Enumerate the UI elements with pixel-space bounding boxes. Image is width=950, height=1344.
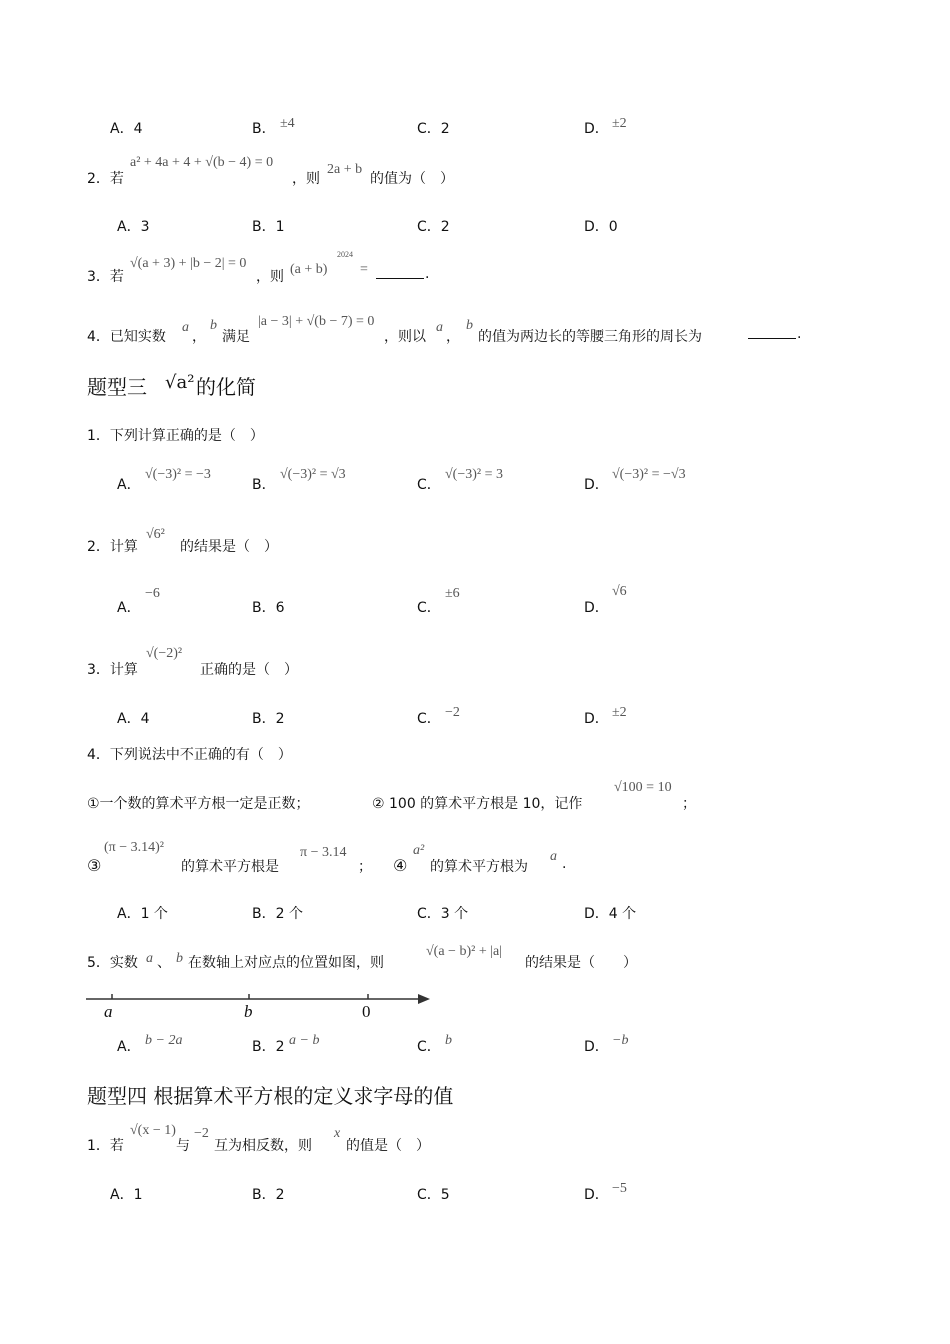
q3-exponent: 2024 xyxy=(337,250,353,259)
section3-heading: 题型三 xyxy=(87,375,147,399)
option-a: A．4 xyxy=(110,121,143,137)
q3-tail: . xyxy=(425,266,430,282)
q2-mid: ，则 xyxy=(292,171,320,187)
s3q1-text: 1．下列计算正确的是（ ） xyxy=(87,428,264,444)
q2-tail: 的值为（ ） xyxy=(370,171,454,187)
option-d: D． xyxy=(584,121,609,137)
s3q5-option-a-math: b − 2a xyxy=(145,1033,183,1048)
s4q1-option-d: D． xyxy=(584,1187,609,1203)
section3-heading-math: √a² xyxy=(165,372,195,393)
s3q4-statement-4-math: a² xyxy=(413,843,425,858)
q3-expr: (a + b) xyxy=(290,262,328,277)
q4-var-a: a xyxy=(182,320,189,335)
s3q4-option-a: A．1 个 xyxy=(117,906,168,922)
s4q1-mid2: 互为相反数，则 xyxy=(214,1138,312,1154)
q2-option-c: C．2 xyxy=(417,219,450,235)
q3-answer-blank[interactable] xyxy=(376,266,424,279)
s3q5-option-a: A． xyxy=(117,1039,141,1055)
section4-heading: 题型四 根据算术平方根的定义求字母的值 xyxy=(87,1084,454,1108)
s3q3-option-a: A．4 xyxy=(117,711,150,727)
s3q5-tail: 的结果是（ ） xyxy=(525,955,637,971)
s3q5-text: 5．实数 xyxy=(87,955,138,971)
number-line-arrow-icon xyxy=(418,994,430,1004)
s3q4-option-b: B．2 个 xyxy=(252,906,303,922)
s3q5-option-b: B．2 xyxy=(252,1039,285,1055)
s3q2-option-c-math: ±6 xyxy=(445,586,460,601)
s3q2-option-b: B．6 xyxy=(252,600,285,616)
s3q5-var-b: b xyxy=(176,951,183,966)
s3q4-statement-3-mid: 的算术平方根是 xyxy=(181,859,279,875)
s3q4-statement-4-mid: 的算术平方根为 xyxy=(430,859,528,875)
s3q1-option-a-math: √(−3)² = −3 xyxy=(145,467,211,482)
s4q1-mid: 与 xyxy=(176,1138,190,1154)
s3q5-var-a: a xyxy=(146,951,153,966)
s3q2-option-c: C． xyxy=(417,600,441,616)
q2-number: 2．若 xyxy=(87,171,124,187)
s3q2-option-a-math: −6 xyxy=(145,586,160,601)
s3q3-option-d-math: ±2 xyxy=(612,705,627,720)
s3q2-option-d: D． xyxy=(584,600,609,616)
axis-label-a: a xyxy=(104,1002,113,1021)
q4-tail: . xyxy=(797,326,802,342)
s4q1-option-d-math: −5 xyxy=(612,1181,627,1196)
s3q3-tail: 正确的是（ ） xyxy=(200,662,298,678)
s4q1-option-c: C．5 xyxy=(417,1187,450,1203)
q4-separator-2: ， xyxy=(446,329,460,345)
axis-label-0: 0 xyxy=(362,1002,371,1021)
s4q1-expr2: −2 xyxy=(194,1126,209,1141)
option-b-math: ±4 xyxy=(280,116,295,131)
s3q4-statement-4-tail: . xyxy=(562,856,567,872)
s4q1-option-b: B．2 xyxy=(252,1187,285,1203)
s3q4-option-d: D．4 个 xyxy=(584,906,637,922)
s3q3-option-c: C． xyxy=(417,711,441,727)
s3q4-statement-4-math2: a xyxy=(550,849,557,864)
s3q1-option-b-math: √(−3)² = √3 xyxy=(280,467,346,482)
s4q1-number: 1．若 xyxy=(87,1138,124,1154)
axis-label-b: b xyxy=(244,1002,253,1021)
q3-equation: √(a + 3) + |b − 2| = 0 xyxy=(130,256,247,271)
q4-var-b: b xyxy=(210,318,217,333)
s3q2-tail: 的结果是（ ） xyxy=(180,539,278,555)
s3q4-statement-1: ①一个数的算术平方根一定是正数； xyxy=(87,796,310,812)
s3q5-option-c: C． xyxy=(417,1039,441,1055)
s4q1-expr: √(x − 1) xyxy=(130,1123,176,1138)
q4-mid: ，则以 xyxy=(384,329,426,345)
s3q5-separator: 、 xyxy=(157,955,171,971)
q3-mid: ，则 xyxy=(256,269,284,285)
s3q4-option-c: C．3 个 xyxy=(417,906,469,922)
s3q1-option-c: C． xyxy=(417,477,441,493)
q2-expr: 2a + b xyxy=(327,162,363,177)
q2-option-a: A．3 xyxy=(117,219,150,235)
s3q2-option-d-math: √6 xyxy=(612,584,627,599)
s3q5-option-d: D． xyxy=(584,1039,609,1055)
q4-equation: |a − 3| + √(b − 7) = 0 xyxy=(258,314,375,329)
s3q1-option-b: B． xyxy=(252,477,276,493)
s3q2-expr: √6² xyxy=(146,527,165,542)
s3q4-statement-3-tail: ； xyxy=(358,859,372,875)
q3-equals: = xyxy=(360,262,368,277)
option-b: B． xyxy=(252,121,276,137)
section3-heading-tail: 的化简 xyxy=(196,375,256,399)
s3q1-option-d: D． xyxy=(584,477,609,493)
s3q1-option-d-math: √(−3)² = −√3 xyxy=(612,467,686,482)
q4-answer-blank[interactable] xyxy=(748,326,796,339)
s3q4-text: 4．下列说法中不正确的有（ ） xyxy=(87,747,292,763)
s3q4-statement-3-marker: ③ xyxy=(87,856,102,875)
s3q4-statement-2-math: √100 = 10 xyxy=(614,780,672,795)
s3q4-statement-4-marker: ④ xyxy=(393,856,408,875)
number-line xyxy=(80,985,440,1025)
q4-var-b-2: b xyxy=(466,318,473,333)
s3q5-option-d-math: −b xyxy=(612,1033,629,1048)
s4q1-tail: 的值是（ ） xyxy=(346,1138,430,1154)
s3q2-option-a: A． xyxy=(117,600,141,616)
s3q3-option-d: D． xyxy=(584,711,609,727)
s3q5-expr: √(a − b)² + |a| xyxy=(426,944,503,959)
q4-mid2: 的值为两边长的等腰三角形的周长为 xyxy=(478,329,702,345)
s3q4-statement-2-tail: ； xyxy=(682,796,696,812)
s3q4-statement-3-math: (π − 3.14)² xyxy=(104,840,164,855)
s4q1-var: x xyxy=(334,1126,341,1141)
s4q1-option-a: A．1 xyxy=(110,1187,143,1203)
q2-option-b: B．1 xyxy=(252,219,285,235)
s3q1-option-a: A． xyxy=(117,477,141,493)
q3-number: 3．若 xyxy=(87,269,124,285)
s3q3-expr: √(−2)² xyxy=(146,646,183,661)
s3q4-statement-3-math2: π − 3.14 xyxy=(300,845,347,860)
s3q5-option-c-math: b xyxy=(445,1033,452,1048)
q4-cond: 满足 xyxy=(222,329,250,345)
option-d-math: ±2 xyxy=(612,116,627,131)
q4-number: 4．已知实数 xyxy=(87,329,166,345)
option-c: C．2 xyxy=(417,121,450,137)
s3q2-text: 2．计算 xyxy=(87,539,138,555)
s3q5-mid: 在数轴上对应点的位置如图，则 xyxy=(188,955,384,971)
s3q3-option-c-math: −2 xyxy=(445,705,460,720)
s3q3-text: 3．计算 xyxy=(87,662,138,678)
q2-option-d: D．0 xyxy=(584,219,618,235)
q4-var-a-2: a xyxy=(436,320,443,335)
q4-separator: ， xyxy=(192,329,206,345)
s3q4-statement-2: ② 100 的算术平方根是 10，记作 xyxy=(372,796,583,812)
s3q5-option-b-math: a − b xyxy=(289,1033,320,1048)
s3q1-option-c-math: √(−3)² = 3 xyxy=(445,467,503,482)
s3q3-option-b: B．2 xyxy=(252,711,285,727)
q2-equation: a² + 4a + 4 + √(b − 4) = 0 xyxy=(130,155,274,170)
